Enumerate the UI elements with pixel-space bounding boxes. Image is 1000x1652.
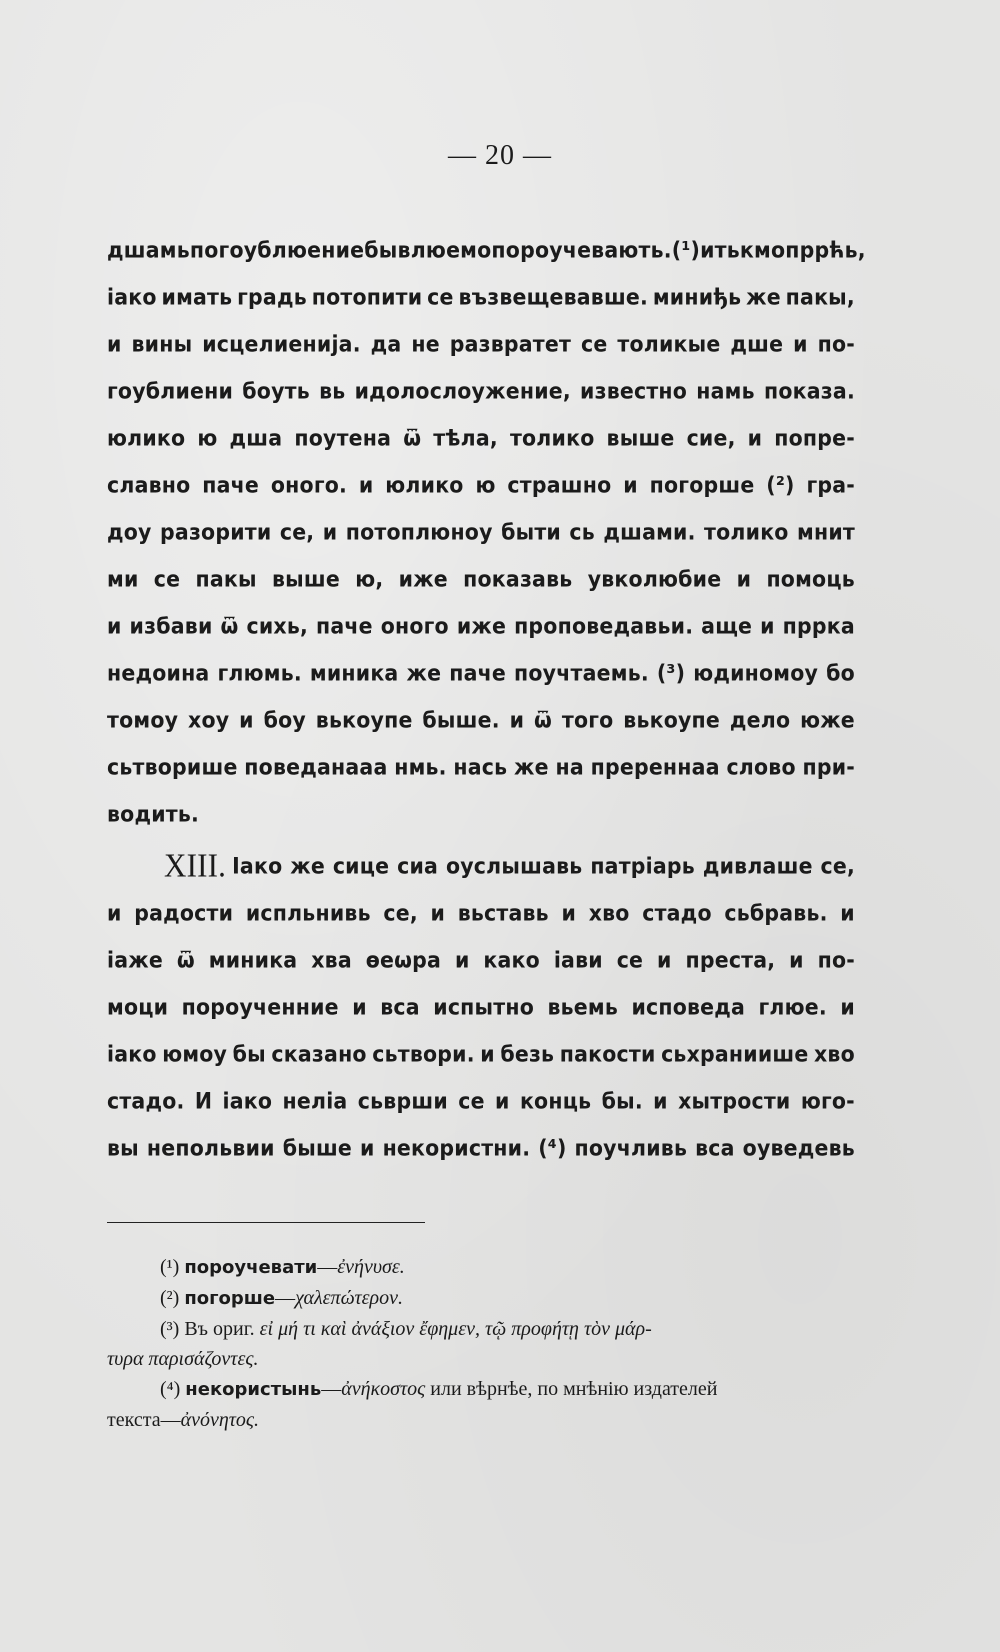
word: развратет [449, 330, 572, 357]
word: же [406, 659, 442, 686]
word: ѿ [403, 424, 422, 451]
word: дшамь [107, 236, 190, 263]
text-line [107, 495, 855, 547]
word: и [454, 946, 470, 973]
word: іако [107, 283, 157, 310]
word: (⁴) [538, 1134, 567, 1161]
word: юдиномоу [693, 659, 819, 686]
footnote-note: или вѣрнѣе, по мнѣнію издателей [430, 1378, 718, 1400]
word: моци [107, 993, 169, 1020]
footnote-dash: — [317, 1256, 338, 1278]
word: іави [553, 946, 603, 973]
word: глюмь. [217, 659, 302, 686]
footnote-greek: ἐνήνυσε. [337, 1256, 405, 1278]
word: погорше [649, 471, 755, 498]
word: толико [704, 518, 789, 545]
footnote-prefix: текста— [107, 1409, 181, 1431]
word: намь [696, 377, 755, 404]
word: радости [134, 899, 234, 926]
word: страшно [507, 471, 612, 498]
word: хытрости [678, 1087, 791, 1114]
word: исповеда [631, 993, 746, 1020]
word: же [514, 753, 549, 780]
word: сказано [271, 1040, 367, 1067]
word: же [746, 283, 781, 310]
word: стадо [642, 899, 712, 926]
word: хво [814, 1040, 855, 1067]
word: и [700, 236, 715, 263]
word: и [736, 565, 752, 592]
text-line [107, 589, 855, 641]
word: и [747, 424, 763, 451]
word: юже [800, 706, 855, 733]
word: боуть [242, 377, 310, 404]
text-line [107, 876, 855, 928]
text-line [107, 448, 855, 500]
word: и [653, 1087, 668, 1114]
footnote-divider [107, 1222, 425, 1223]
word: томоу [107, 706, 179, 733]
word: не [411, 330, 440, 357]
word: вьемь [547, 993, 618, 1020]
word: по- [817, 946, 855, 973]
word: и [430, 899, 446, 926]
footnote-term: некористынь [185, 1379, 322, 1400]
word: поутена [294, 424, 392, 451]
word: ю, [355, 565, 384, 592]
word: неліа [282, 1087, 348, 1114]
word: вины [131, 330, 193, 357]
word: пррћь, [785, 236, 866, 263]
word: хво [588, 899, 630, 926]
word: помоць [766, 565, 855, 592]
word: толико [509, 424, 595, 451]
word: бо [826, 659, 855, 686]
word: выше [272, 565, 340, 592]
word: сие, [686, 424, 736, 451]
word: и [358, 471, 374, 498]
word: аще [701, 612, 753, 639]
word: градь [237, 283, 307, 310]
footnote-dash: — [321, 1378, 342, 1400]
word: паче [202, 471, 260, 498]
word: паче [315, 612, 373, 639]
word: миника [208, 946, 298, 973]
text-line [107, 542, 855, 594]
word: іако [222, 1087, 273, 1114]
word: іако [107, 1040, 157, 1067]
word: и [793, 330, 808, 357]
word: сь [569, 518, 595, 545]
word: показавь [463, 565, 573, 592]
word: ѿ [176, 946, 195, 973]
footnote-mark: (¹) [160, 1256, 180, 1278]
word: пороученние [181, 993, 339, 1020]
word: известно [580, 377, 688, 404]
word: испльнивь [245, 899, 371, 926]
text-line [107, 1111, 855, 1163]
text-line [107, 401, 855, 453]
footnote-mark: (²) [160, 1287, 180, 1309]
footnote-greek: ἀνόνητος. [180, 1409, 260, 1431]
section-first-line [107, 824, 855, 885]
word: вса [695, 1134, 735, 1161]
word: се [458, 1087, 485, 1114]
word: глюе. [758, 993, 827, 1020]
footnote-term: пороучевати [184, 1257, 318, 1278]
footnote-mark: (⁴) [160, 1378, 181, 1400]
section-number: XIII. [164, 845, 227, 885]
word: бы [232, 1040, 266, 1067]
word: иже [398, 565, 448, 592]
word: попре- [774, 424, 855, 451]
word: сьхраниише [661, 1040, 809, 1067]
word: вь [319, 377, 346, 404]
text-line [107, 683, 855, 735]
word: ю [475, 471, 496, 498]
word: се [153, 565, 181, 592]
word: на [555, 753, 584, 780]
word: тѣла, [433, 424, 498, 451]
footnote-4-continuation [107, 1405, 857, 1435]
word: бывлюемо [364, 236, 492, 263]
word: хва [311, 946, 352, 973]
word: сьврши [357, 1087, 448, 1114]
word: пррка [782, 612, 855, 639]
footnote-greek: τυρα παρισάζοντες. [107, 1348, 259, 1370]
word: пакы, [785, 283, 855, 310]
word: нась [453, 753, 508, 780]
word: дело [729, 706, 791, 733]
word: (¹) [671, 236, 701, 263]
word: дша [229, 424, 283, 451]
word: идолослоужение, [354, 377, 571, 404]
word: проповедавьи. [514, 612, 694, 639]
word: гра- [806, 471, 855, 498]
word: вса [380, 993, 420, 1020]
word: преста, [685, 946, 776, 973]
word: и [107, 899, 122, 926]
word: пакости [559, 1040, 656, 1067]
word: сьбравь. [724, 899, 828, 926]
word: юлико [107, 424, 186, 451]
word: пороучевають. [491, 236, 672, 263]
word: и [789, 946, 804, 973]
word: вьставь [457, 899, 549, 926]
word: миниђь [652, 283, 742, 310]
word: ѳеѡра [365, 946, 442, 973]
word: разорити [160, 518, 272, 545]
word: имать [161, 283, 233, 310]
footnote-1 [107, 1252, 857, 1283]
word: вы [107, 1134, 139, 1161]
footnote-prefix: Въ ориг. [184, 1318, 255, 1340]
word: доу [107, 518, 152, 545]
word: ми [107, 565, 139, 592]
word: сьтвори. [372, 1040, 475, 1067]
word: оного. [270, 471, 348, 498]
word: хоу [188, 706, 230, 733]
word: пакы [195, 565, 257, 592]
word: вькоупе [315, 706, 413, 733]
word: възвещевавше. [458, 283, 649, 310]
word: юмоу [162, 1040, 228, 1067]
word: како [483, 946, 540, 973]
word: и [561, 899, 577, 926]
word: юлико [385, 471, 464, 498]
word: сьтворише [107, 753, 238, 780]
word: иже [456, 612, 507, 639]
word: гоублиени [107, 377, 234, 404]
word: и [480, 1040, 495, 1067]
word: погоублюение [189, 236, 365, 263]
word: се [616, 946, 644, 973]
word: се, [383, 899, 418, 926]
word: да [370, 330, 402, 357]
word: вькоупе [623, 706, 721, 733]
word: іаже [107, 946, 163, 973]
text-line [107, 1064, 855, 1116]
text-line [107, 730, 855, 782]
word: и [239, 706, 254, 733]
word: исцелиенија. [202, 330, 361, 357]
footnote-dash: — [275, 1287, 296, 1309]
footnote-2 [107, 1283, 857, 1314]
word: паче [449, 659, 507, 686]
footnote-greek: ἀνήκοστος [341, 1378, 426, 1400]
text-line: водить. [107, 800, 200, 827]
word: выше [606, 424, 675, 451]
footnote-3-continuation [107, 1344, 857, 1374]
word: безь [500, 1040, 555, 1067]
word: бы. [601, 1087, 643, 1114]
footnotes [107, 1252, 857, 1435]
word: слово [726, 753, 796, 780]
word: быти [501, 518, 561, 545]
word: и [322, 518, 338, 545]
word: оуведевь [742, 1134, 855, 1161]
word: поучливь [574, 1134, 688, 1161]
word: и [107, 330, 122, 357]
word: увколюбие [587, 565, 722, 592]
word: быше. [422, 706, 500, 733]
word: и [657, 946, 672, 973]
text-line [107, 213, 866, 265]
word: се [580, 330, 608, 357]
word: поучтаемь. [514, 659, 649, 686]
word: се [427, 283, 454, 310]
footnote-greek: χαλεπώτερον. [295, 1287, 404, 1309]
word: толикые [617, 330, 721, 357]
word: избави [129, 612, 213, 639]
word: славно [107, 471, 191, 498]
word: и [360, 1134, 375, 1161]
word: сихь, [246, 612, 308, 639]
word: пререннаа [590, 753, 720, 780]
word: боу [263, 706, 306, 733]
word: потопити [311, 283, 423, 310]
text-line [107, 923, 855, 975]
text-line [107, 1017, 855, 1069]
word: ю [197, 424, 218, 451]
text-line [107, 260, 855, 312]
word: конць [519, 1087, 592, 1114]
word: юго- [800, 1087, 855, 1114]
word: и [352, 993, 367, 1020]
page-number: — 20 — [448, 140, 552, 171]
word: ѿ [220, 612, 239, 639]
word: ѿ [533, 706, 553, 733]
word: быше [282, 1134, 353, 1161]
word: (²) [766, 471, 795, 498]
word: и [107, 612, 122, 639]
word: испытно [433, 993, 534, 1020]
word: непольвии [146, 1134, 275, 1161]
word: поведанааа [244, 753, 388, 780]
word: при- [802, 753, 855, 780]
footnote-mark: (³) [160, 1318, 180, 1340]
word: недоина [107, 659, 210, 686]
word: и [509, 706, 525, 733]
footnote-greek: εἰ μή τι καὶ ἀνάξιον ἔφημεν, τῷ προφήτῃ τὸν μάρ- [259, 1318, 652, 1340]
word: се, [279, 518, 315, 545]
word: и [623, 471, 638, 498]
word: показа. [764, 377, 855, 404]
word: (³) [656, 659, 686, 686]
word: тькмо [714, 236, 786, 263]
text-line [107, 636, 855, 688]
word: по- [817, 330, 855, 357]
footnote-3 [107, 1314, 857, 1344]
footnote-4 [107, 1374, 857, 1405]
word: миника [309, 659, 399, 686]
main-text-block [107, 218, 866, 1163]
word: И [194, 1087, 213, 1114]
text-line [107, 970, 855, 1022]
word: некористни. [382, 1134, 531, 1161]
word: мнит [797, 518, 855, 545]
word: и [840, 899, 855, 926]
word: и [760, 612, 775, 639]
text-line [107, 354, 855, 406]
word: дшами. [603, 518, 696, 545]
word: нмь. [394, 753, 447, 780]
word: того [561, 706, 614, 733]
word: потоплюноу [345, 518, 493, 545]
word: и [495, 1087, 510, 1114]
word: оного [380, 612, 449, 639]
word: стадо. [107, 1087, 185, 1114]
text-line [107, 307, 855, 359]
section-first-line-text: Іако же сице сиа оуслышавь патріарь дивлаше се, [232, 852, 855, 879]
word: и [840, 993, 855, 1020]
word: дше [730, 330, 784, 357]
footnote-term: погорше [184, 1288, 276, 1309]
